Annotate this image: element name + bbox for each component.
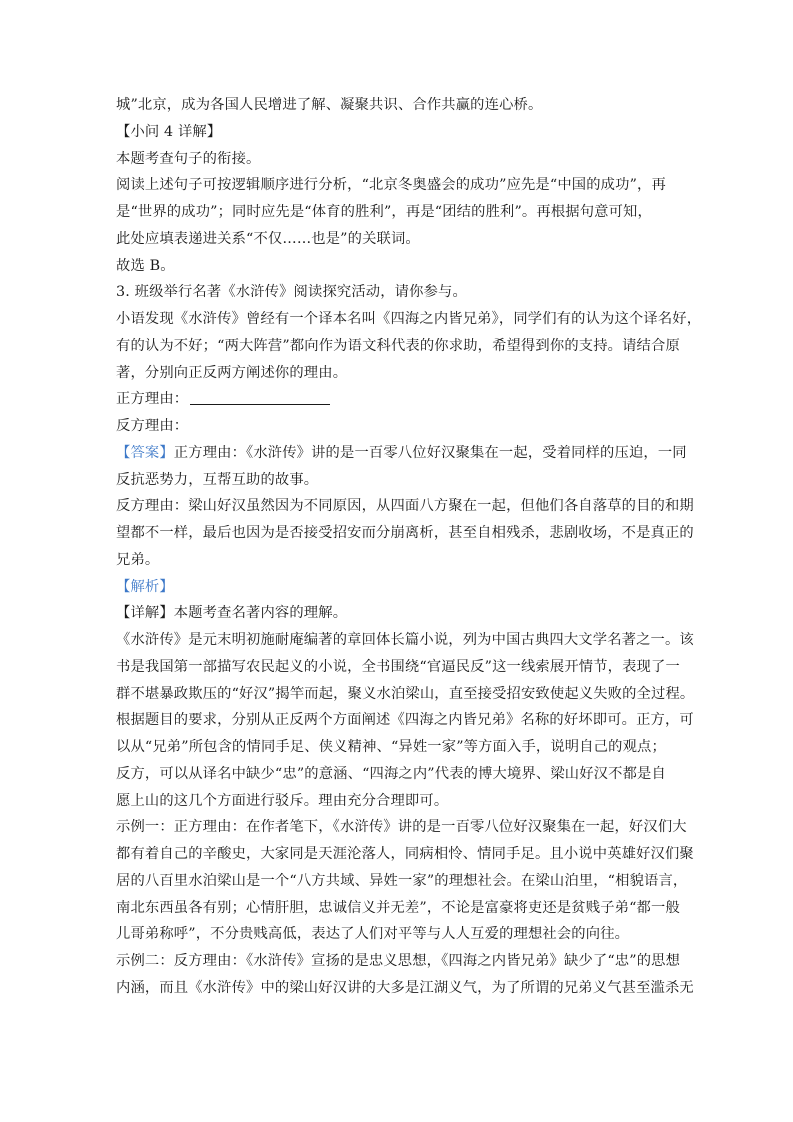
text-line: 内涵，而且《水浒传》中的梁山好汉讲的大多是江湖义气，为了所谓的兄弟义气甚至滥杀无 (116, 979, 694, 996)
text-line: 故选 B。 (116, 257, 175, 274)
answer-text: 正方理由：《水浒传》讲的是一百零八位好汉聚集在一起，受着同样的压迫，一同 (173, 444, 687, 461)
answer-line (116, 440, 687, 467)
answer-blank-line (190, 390, 330, 405)
text-line: 愿上山的这几个方面进行驳斥。理由充分合理即可。 (116, 792, 449, 809)
text-line: 有的认为不好；“两大阵营”都向作为语文科代表的你求助，希望得到你的支持。请结合原 (116, 337, 680, 354)
text-line: 根据题目的要求，分别从正反两个方面阐述《四海之内皆兄弟》名称的好坏即可。正方，可 (116, 712, 694, 729)
text-line: 反抗恶势力，互帮互助的故事。 (116, 471, 319, 488)
text-line: 以从“兄弟”所包含的情同手足、侠义精神、“异姓一家”等方面入手，说明自己的观点； (116, 739, 666, 755)
text-line: 南北东西虽各有别；心情肝胆，忠诚信义并无差”，不论是富豪将吏还是贫贱子弟“都一般 (116, 899, 680, 916)
text-line: 著，分别向正反两方阐述你的理由。 (116, 364, 348, 381)
detail-heading: 【详解】本题考查名著内容的理解。 (116, 605, 348, 622)
document-page (116, 92, 702, 1002)
analysis-tag: 【解析】 (116, 578, 174, 595)
text-line: 此处应填表递进关系“不仅……也是”的关联词。 (116, 230, 420, 247)
text-line: 反方理由：梁山好汉虽然因为不同原因，从四面八方聚在一起，但他们各自落草的目的和期 (116, 498, 694, 515)
text-line: 《水浒传》是元末明初施耐庵编著的章回体长篇小说，列为中国古典四大文学名著之一。该 (116, 632, 694, 648)
text-line: 居的八百里水泊梁山是一个“八方共域、异姓一家”的理想社会。在梁山泊里，“相貌语言， (116, 872, 688, 889)
text-line: 是“世界的成功”；同时应先是“体育的胜利”，再是“团结的胜利”。再根据句意可知， (116, 204, 652, 220)
text-line: 群不堪暴政欺压的“好汉”揭竿而起，聚义水泊梁山，直至接受招安致使起义失败的全过程。 (116, 685, 695, 702)
text-line: 城”北京，成为各国人民增进了解、凝聚共识、合作共赢的连心桥。 (116, 97, 543, 113)
question-title: 3. 班级举行名著《水浒传》阅读探究活动，请你参与。 (116, 284, 467, 301)
text-line: 本题考查句子的衔接。 (116, 150, 261, 167)
text-line: 示例一：正方理由：在作者笔下，《水浒传》讲的是一百零八位好汉聚集在一起，好汉们大 (116, 819, 687, 836)
con-reason-prompt: 反方理由： (116, 418, 189, 434)
text-line: 兄弟。 (116, 551, 160, 568)
text-line: 反方，可以从译名中缺少“忠”的意涵、“四海之内”代表的博大境界、梁山好汉不都是自 (116, 765, 666, 782)
text-line: 望都不一样，最后也因为是否接受招安而分崩离析，甚至自相残杀，悲剧收场，不是真正的 (116, 525, 694, 541)
pro-reason-label: 正方理由： (116, 391, 189, 408)
text-line: 小语发现《水浒传》曾经有一个译本名叫《四海之内皆兄弟》，同学们有的认为这个译名好， (116, 311, 702, 327)
pro-reason-prompt (116, 386, 680, 413)
answer-tag: 【答案】 (116, 444, 174, 461)
text-line: 都有着自己的辛酸史，大家同是天涯沦落人，同病相怜、情同手足。且小说中英雄好汉们聚 (116, 846, 694, 862)
text-line: 书是我国第一部描写农民起义的小说，全书围绕“官逼民反”这一线索展开情节，表现了一 (116, 658, 680, 675)
section-heading: 【小问 4 详解】 (116, 123, 222, 140)
text-line: 儿哥弟称呼”，不分贵贱高低，表达了人们对平等与人人互爱的理想社会的向往。 (116, 926, 630, 943)
text-line: 示例二：反方理由：《水浒传》宣扬的是忠义思想，《四海之内皆兄弟》缺少了“忠”的思想 (116, 953, 681, 969)
text-line: 阅读上述句子可按逻辑顺序进行分析，“北京冬奥盛会的成功”应先是“中国的成功”，再 (116, 177, 666, 194)
